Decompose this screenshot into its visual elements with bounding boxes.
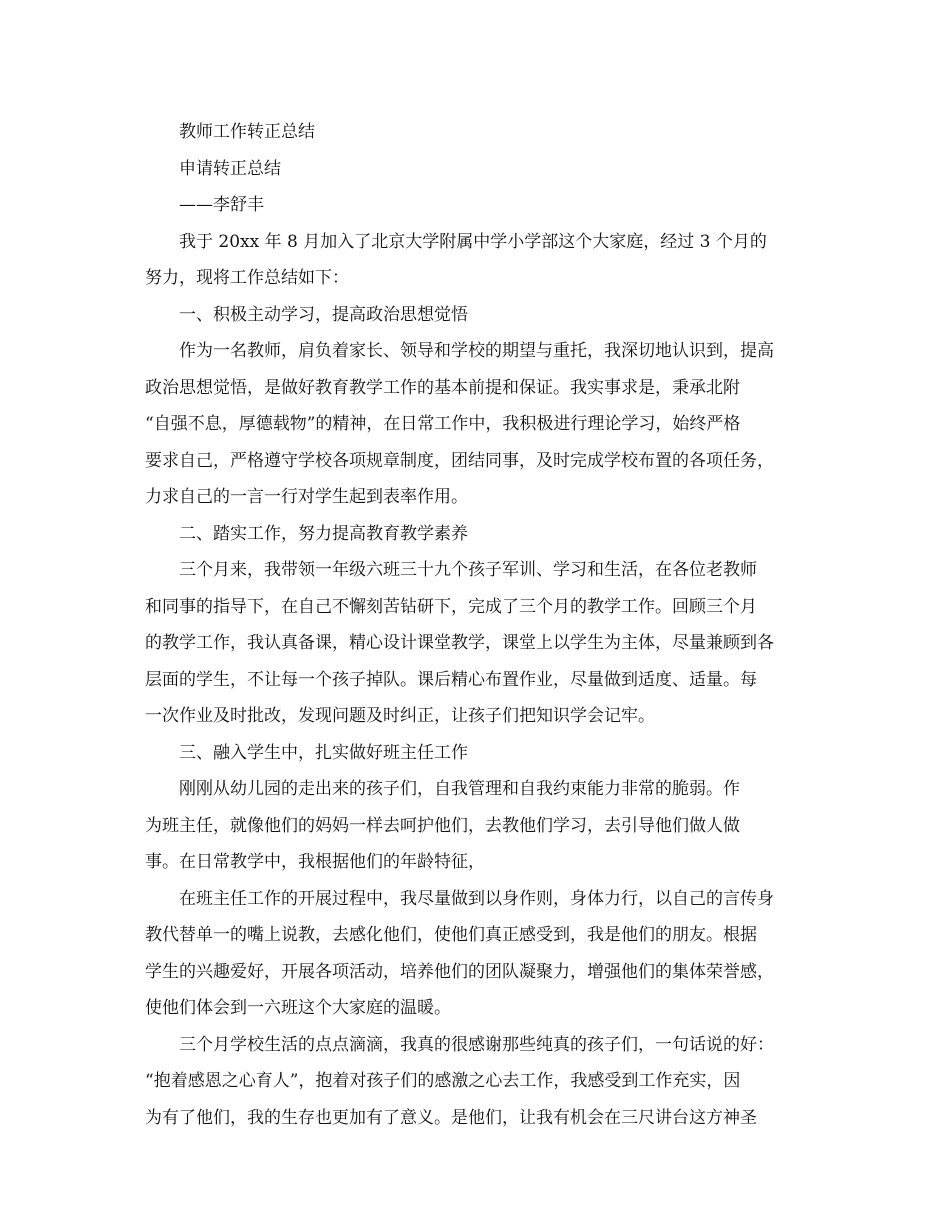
document-title: 教师工作转正总结 [179,122,315,142]
paragraph-line: 教代替单一的嘴上说教，去感化他们，使他们真正感受到，我是他们的朋友。根据 [145,925,757,945]
document-subtitle: 申请转正总结 [179,158,281,179]
paragraph-line: 一次作业及时批改，发现问题及时纠正，让孩子们把知识学会记牢。 [145,706,655,726]
paragraph-line: 为班主任，就像他们的妈妈一样去呵护他们，去教他们学习，去引导他们做人做 [145,815,740,836]
paragraph-line: 使他们体会到一六班这个大家庭的温暖。 [145,998,451,1018]
paragraph-line: 和同事的指导下，在自己不懈刻苦钻研下，完成了三个月的教学工作。回顾三个月 [145,596,757,617]
paragraph-line: 刚刚从幼儿园的走出来的孩子们，自我管理和自我约束能力非常的脆弱。作 [179,779,740,799]
paragraph-line: 层面的学生，不让每一个孩子掉队。课后精心布置作业，尽量做到适度、适量。每 [145,669,757,690]
paragraph-line: 事。在日常教学中，我根据他们的年龄特征， [145,852,485,872]
paragraph-line: 要求自己，严格遵守学校各项规章制度，团结同事，及时完成学校布置的各项任务， [145,450,774,471]
document-body [145,114,803,1136]
paragraph-line: 的教学工作，我认真备课，精心设计课堂教学，课堂上以学生为主体，尽量兼顾到各 [145,633,774,653]
paragraph-line: 我于 20xx 年 8 月加入了北京大学附属中学小学部这个大家庭，经过 3 个月的 [179,231,767,252]
paragraph-line: 学生的兴趣爱好，开展各项活动，培养他们的团队凝聚力，增强他们的集体荣誉感， [145,961,774,982]
paragraph-line: 作为一名教师，肩负着家长、领导和学校的期望与重托，我深切地认识到，提高 [179,341,774,361]
section-heading: 一、积极主动学习，提高政治思想觉悟 [179,304,468,325]
paragraph-line: 政治思想觉悟，是做好教育教学工作的基本前提和保证。我实事求是，秉承北附 [145,377,740,398]
paragraph-line: “抱着感恩之心育人”，抱着对孩子们的感激之心去工作，我感受到工作充实，因 [145,1071,741,1091]
section-heading: 三、融入学生中，扎实做好班主任工作 [179,742,468,763]
section-heading: 二、踏实工作，努力提高教育教学素养 [179,523,468,544]
paragraph-line: 为有了他们，我的生存也更加有了意义。是他们，让我有机会在三尺讲台这方神圣 [145,1107,757,1128]
paragraph-line: 三个月来，我带领一年级六班三十九个孩子军训、学习和生活，在各位老教师 [179,560,757,580]
paragraph-line: 在班主任工作的开展过程中，我尽量做到以身作则，身体力行，以自己的言传身 [179,888,774,909]
paragraph-line: “自强不息，厚德载物”的精神，在日常工作中，我积极进行理论学习，始终严格 [145,414,741,434]
paragraph-line: 努力，现将工作总结如下： [145,268,349,288]
paragraph-line: 三个月学校生活的点点滴滴，我真的很感谢那些纯真的孩子们，一句话说的好： [179,1034,774,1055]
paragraph-line: 力求自己的一言一行对学生起到表率作用。 [145,487,468,507]
document-author: ——李舒丰 [179,195,264,215]
